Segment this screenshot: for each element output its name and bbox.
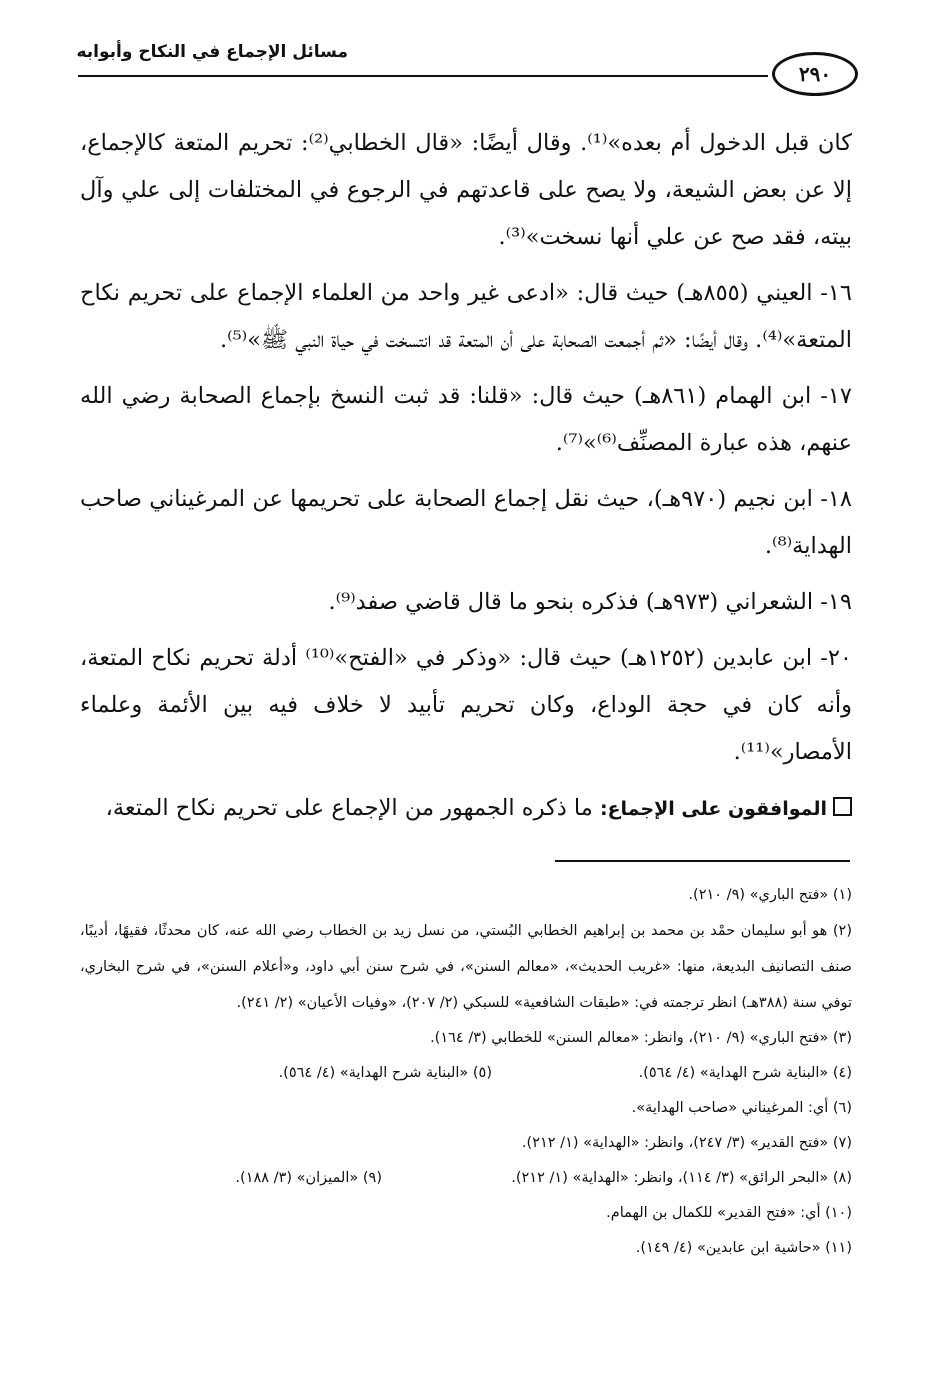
header-rule [78, 75, 768, 77]
footnotes [80, 878, 852, 1266]
paragraph-item-17: ١٧- ابن الهمام (٨٦١هـ) حيث قال: «قلنا: قد ثبت النسخ بإجماع الصحابة رضي الله عنهم، هذه عبارة المصنِّف⁽⁶⁾»⁽⁷⁾. [80, 383, 853, 456]
paragraph-item-19: ١٩- الشعراني (٩٧٣هـ) فذكره بنحو ما قال قاضي صفد⁽⁹⁾. [328, 589, 852, 615]
footnote-3: (٣) «فتح الباري» (٩/ ٢١٠)، وانظر: «معالم السنن» للخطابي (٣/ ١٦٤). [430, 1030, 852, 1046]
paragraph-item-16: ١٦- العيني (٨٥٥هـ) حيث قال: «ادعى غير واحد من العلماء الإجماع على تحريم نكاح المتعة»⁽⁴⁾. وقال أيضًا: «ثم أجمعت الصحابة على أن المتعة قد انتسخت في حياة النبي ﷺ»⁽⁵⁾. [80, 280, 852, 353]
footnote-10: (١٠) أي: «فتح القدير» للكمال بن الهمام. [606, 1205, 852, 1221]
page-number: ٢٩٠ [772, 52, 858, 96]
paragraph-item-18: ١٨- ابن نجيم (٩٧٠هـ)، حيث نقل إجماع الصحابة على تحريمها عن المرغيناني صاحب الهداية⁽⁸⁾. [80, 486, 853, 559]
footnote-1: (١) «فتح الباري» (٩/ ٢١٠). [688, 887, 852, 903]
paragraph-continuation: كان قبل الدخول أم بعده»⁽¹⁾. وقال أيضًا: «قال الخطابي⁽²⁾: تحريم المتعة كالإجماع، إلا عن بعض الشيعة، ولا يصح على قاعدتهم في الرجوع في المختلفات إلى علي وآل بيته، فقد صح عن علي أنها نسخت»⁽³⁾. [80, 130, 852, 250]
footnote-row-8-9 [80, 1161, 852, 1196]
agreement-text: ما ذكره الجمهور من الإجماع على تحريم نكاح المتعة، [105, 795, 593, 821]
paragraph-item-20: ٢٠- ابن عابدين (١٢٥٢هـ) حيث قال: «وذكر في «الفتح»⁽¹⁰⁾ أدلة تحريم نكاح المتعة، وأنه كان في حجة الوداع، وكان تحريم تأبيد لا خلاف فيه بين الأئمة وعلماء الأمصار»⁽¹¹⁾. [80, 645, 852, 765]
agreement-paragraph [80, 785, 852, 833]
footnote-7: (٧) «فتح القدير» (٣/ ٢٤٧)، وانظر: «الهداية» (١/ ٢١٢). [521, 1135, 852, 1151]
running-header [78, 38, 858, 100]
running-title: مسائل الإجماع في النكاح وأبوابه [76, 42, 348, 62]
footnote-separator [555, 860, 850, 862]
footnote-8: (٨) «البحر الرائق» (٣/ ١١٤)، وانظر: «الهداية» (١/ ٢١٢). [511, 1170, 852, 1186]
footnote-11: (١١) «حاشية ابن عابدين» (٤/ ١٤٩). [635, 1240, 852, 1256]
footnote-6: (٦) أي: المرغيناني «صاحب الهداية». [631, 1100, 852, 1116]
footnote-row-4-5 [80, 1056, 852, 1091]
agreement-heading: الموافقون على الإجماع: [599, 798, 827, 820]
main-text [80, 120, 852, 842]
square-bullet-icon [833, 797, 852, 816]
footnote-5: (٥) «البناية شرح الهداية» (٤/ ٥٦٤). [278, 1065, 492, 1081]
footnote-2: (٢) هو أبو سليمان حمْد بن محمد بن إبراهيم الخطابي البُستي، من نسل زيد بن الخطاب رضي الله عنه، كان محدثًا، فقيهًا، أديبًا، صنف التصانيف البديعة، منها: «غريب الحديث»، «معالم السنن»، في شرح سنن أبي داود، و«أعلام السنن»، في شرح البخاري، توفي سنة (٣٨٨هـ) انظر ترجمته في: «طبقات الشافعية» للسبكي (٢/ ٢٠٧)، «وفيات الأعيان» (٢/ ٢٤١). [80, 923, 852, 1011]
footnote-9: (٩) «الميزان» (٣/ ١٨٨). [235, 1170, 382, 1186]
footnote-4: (٤) «البناية شرح الهداية» (٤/ ٥٦٤). [638, 1065, 852, 1081]
